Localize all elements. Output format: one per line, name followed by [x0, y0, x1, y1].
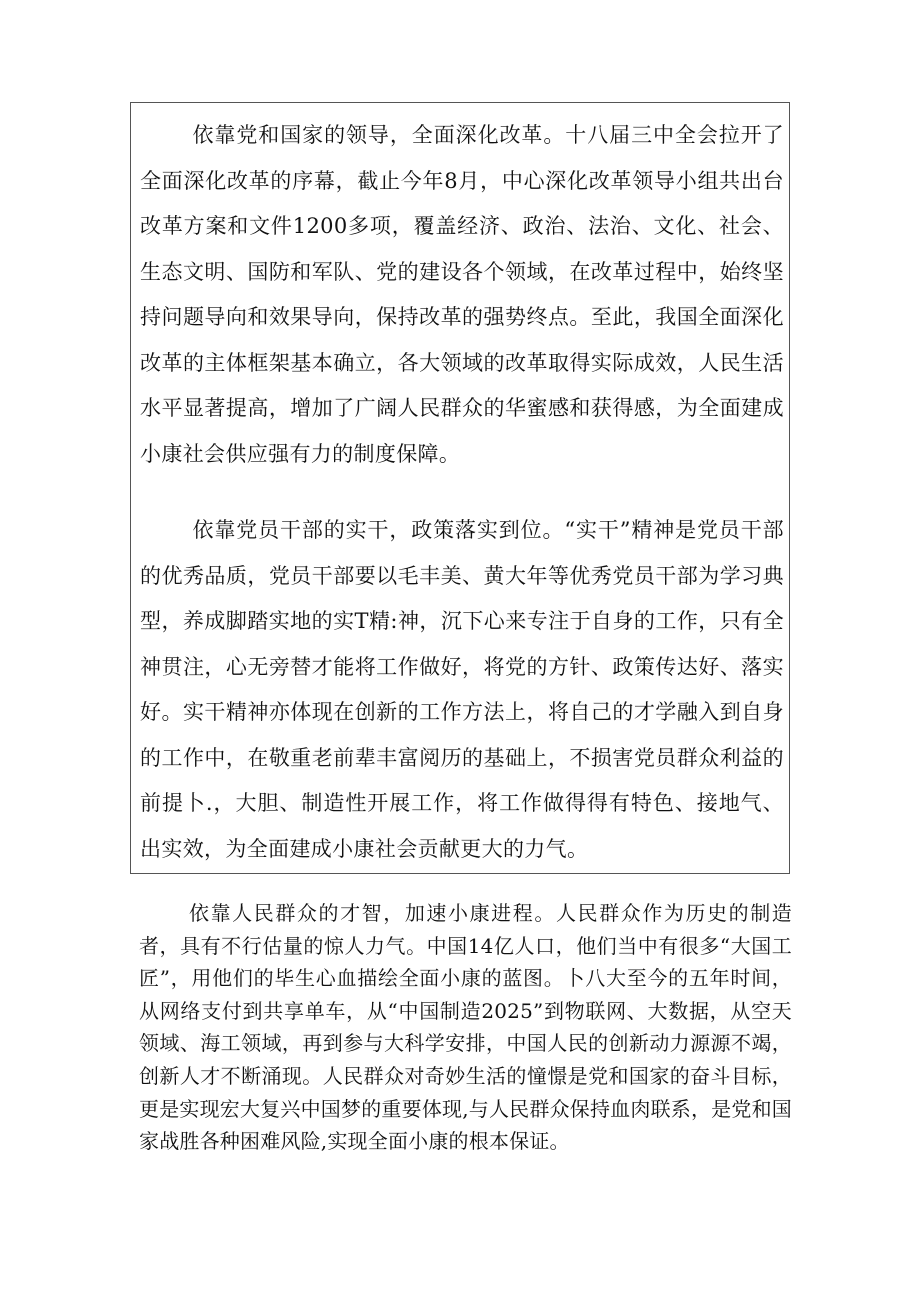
paragraph-people-wisdom: 依靠人民群众的才智，加速小康进程。人民群众作为历史的制造者，具有不行估量的惊人力气。中国14亿人口，他们当中有很多“大国工匠”，用他们的毕生心血描绘全面小康的蓝图。卜八大至今的五年时间，从网络支付到共享单车，从“中国制造2025”到物联网、大数据，从空天领域、海工领域，再到参与大科学安排，中国人民的创新动力源源不竭，创新人才不断涌现。人民群众对奇妙生活的憧憬是党和国家的奋斗目标，更是实现宏大复兴中国梦的重要体现,与人民群众保持血肉联系，是党和国家战胜各种困难风险,实现全面小康的根本保证。: [139, 901, 792, 1154]
paragraph-party-member-work: 依靠党员干部的实干，政策落实到位。“实干”精神是党员干部的优秀品质，党员干部要以毛丰美、黄大年等优秀党员干部为学习典型，养成脚踏实地的实T精:神，沉下心来专注于自身的工作，只有全神贯注，心无旁替才能将工作做好，将党的方针、政策传达好、落实好。实干精神亦体现在创新的工作方法上，将自己的才学融入到自身的工作中，在敬重老前辈丰富阅历的基础上，不损害党员群众利益的前提卜.，大胆、制造性开展工作，将工作做得得有特色、接地气、出实效，为全面建成小康社会贡献更大的力气。: [140, 518, 784, 861]
bordered-text-box: [130, 102, 790, 874]
body-text-section: [139, 897, 792, 1158]
paragraph-reform-leadership: 依靠党和国家的领导，全面深化改革。十八届三中全会拉开了全面深化改革的序幕，截止今年8月，中心深化改革领导小组共出台改革方案和文件1200多项，覆盖经济、政治、法治、文化、社会、生态文明、国防和军队、党的建设各个领域，在改革过程中，始终坚持问题导向和效果导向，保持改革的强势终点。至此，我国全面深化改革的主体框架基本确立，各大领域的改革取得实际成效，人民生活水平显著提高，增加了广阔人民群众的华蜜感和获得感，为全面建成小康社会供应强有力的制度保障。: [140, 123, 784, 466]
